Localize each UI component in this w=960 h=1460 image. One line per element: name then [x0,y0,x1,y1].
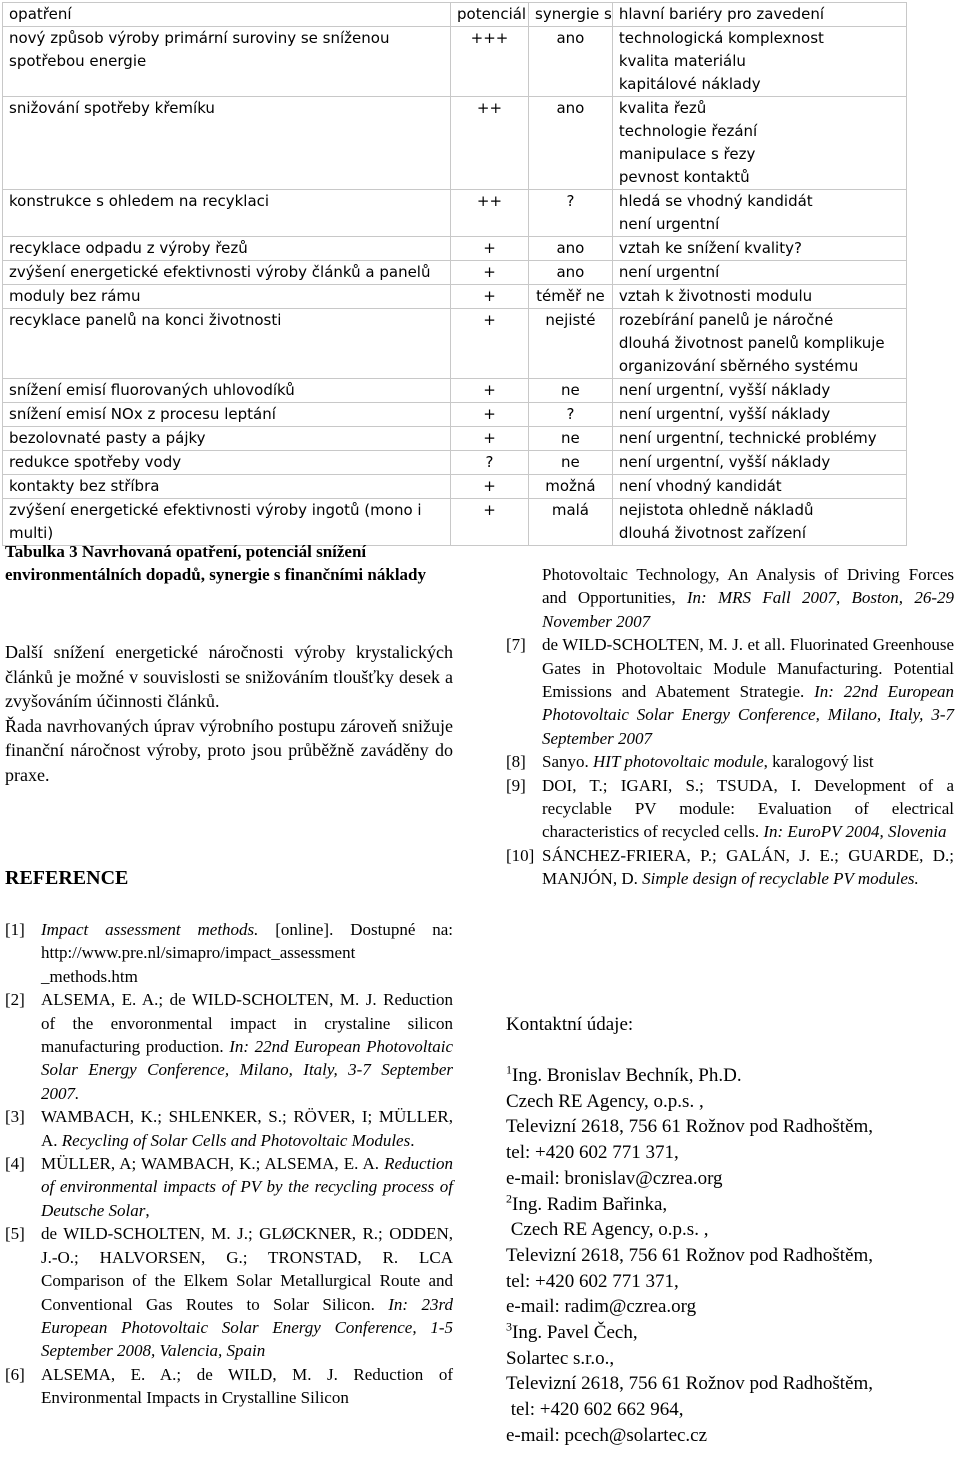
potential-cell: + [451,309,529,379]
reference-text: , [145,1200,150,1220]
header-barriers: hlavní bariéry pro zavedení [612,3,906,27]
reference-number: [4] [5,1154,25,1174]
reference-text: ALSEMA, E. A.; de WILD, M. J. Reduction of Environmental Impacts in Crystalline Silicon [41,1364,453,1408]
reference-text: Sanyo. [542,752,593,772]
synergy-cell: ? [529,403,613,427]
table-caption: Tabulka 3 Navrhovaná opatření, potenciál snížení environmentálních dopadů, synergie s finančními náklady [5,542,426,584]
measures-table [2,2,907,546]
contact-line [506,1346,956,1372]
synergy-cell: malá [529,499,613,546]
reference-text: In: 22nd European Photovoltaic Solar Energy Conference, Milano, Italy, 3-7 September 2007 [542,682,954,748]
reference-number: [3] [5,1107,25,1127]
barrier-item: není urgentní [618,263,720,281]
reference-text: de WILD-SCHOLTEN, M. J.; GLØCKNER, R.; ODDEN, J.-O.; HALVORSEN, G.; TRONSTAD, R. LCA Comparison of the Elkem Solar Metallurgical Route and Conventional Gas Routes to Solar Silicon. [41,1224,453,1314]
reference-text: SÁNCHEZ-FRIERA, P.; GALÁN, J. E.; GUARDE, D.; MANJÓN, D. [542,845,954,889]
barriers-cell [612,237,906,261]
barrier-item: hledá se vhodný kandidát [618,192,813,210]
contact-heading: Kontaktní údaje: [506,1014,634,1035]
potential-cell: + [451,379,529,403]
potential-cell: ++ [451,190,529,237]
barrier-item: není urgentní, vyšší náklady [618,381,831,399]
measure-cell: moduly bez rámu [3,285,451,309]
barrier-item: není urgentní [618,215,720,233]
contact-line [506,1397,956,1423]
contact-name [506,1320,956,1346]
contact-text: e-mail: pcech@solartec.cz [506,1424,708,1446]
reference-item [506,774,954,844]
reference-item [5,1105,453,1152]
potential-cell: + [451,237,529,261]
synergy-cell: ano [529,237,613,261]
contact-index: 2 [506,1191,512,1206]
reference-number: [7] [506,635,526,655]
contact-text: Ing. Bronislav Bechník, Ph.D. [512,1065,742,1086]
table-row [3,261,907,285]
barriers-cell [612,261,906,285]
header-synergy: synergie s [529,3,613,27]
barrier-item: kvalita materiálu [618,52,746,70]
barrier-item: vztah k životnosti modulu [618,287,813,305]
barrier-item: nejistota ohledně nákladů [618,501,814,519]
header-potential: potenciál [451,3,529,27]
measure-cell: zvýšení energetické efektivnosti výroby ingotů (mono i multi) [3,499,451,546]
reference-text: [online]. Dostupné na: http://www.pre.nl/simapro/impact_assessment _methods.htm [41,920,453,986]
measure-cell: zvýšení energetické efektivnosti výroby článků a panelů [3,261,451,285]
barriers-cell [612,475,906,499]
contact-index: 1 [506,1062,512,1077]
barrier-item: technologická komplexnost [618,29,824,47]
reference-number: [1] [5,920,25,939]
contact-text: tel: +420 602 771 371, [506,1142,679,1164]
contact-text: Televizní 2618, 756 61 Rožnov pod Radhoštěm, [506,1244,874,1266]
synergy-cell: ? [529,190,613,237]
reference-text: Photovoltaic Technology, An Analysis of Driving Forces and Opportunities, [542,565,954,608]
paragraph: Řada navrhovaných úprav výrobního postupu zároveň snižuje finanční náročnost výroby, proto jsou průběžně zaváděny do praxe. [5,715,453,785]
contact-text: Ing. Radim Bařinka, [512,1193,668,1215]
reference-item [506,633,954,750]
measure-cell: snížení emisí fluorovaných uhlovodíků [3,379,451,403]
contact-line [506,1140,956,1166]
table-row [3,403,907,427]
contact-text: Televizní 2618, 756 61 Rožnov pod Radhoštěm, [506,1116,874,1138]
synergy-cell: možná [529,475,613,499]
measure-cell: bezolovnaté pasty a pájky [3,427,451,451]
measure-cell: nový způsob výroby primární suroviny se sníženou spotřebou energie [3,27,451,97]
barriers-cell [612,379,906,403]
measure-cell: konstrukce s ohledem na recyklaci [3,190,451,237]
table-row [3,27,907,97]
header-measure: opatření [3,3,451,27]
reference-text: In: EuroPV 2004, Slovenia [763,822,947,842]
potential-cell: + [451,427,529,451]
synergy-cell: ne [529,451,613,475]
barrier-item: vztah ke snížení kvality? [618,239,802,257]
potential-cell: + [451,403,529,427]
reference-text: HIT photovoltaic module [593,752,764,772]
reference-text: , karalogový list [763,752,874,772]
barrier-item: není urgentní, vyšší náklady [618,453,831,471]
contact-text: e-mail: bronislav@czrea.org [506,1167,723,1189]
measure-cell: snížení emisí NOx z procesu leptání [3,403,451,427]
reference-text: Reduction of environmental impacts of PV by the recycling process of Deutsche Solar [41,1154,453,1220]
reference-number: [6] [5,1364,25,1384]
reference-item [5,988,453,1105]
reference-text: In: MRS Fall 2007, Boston, 26-29 November 2007 [542,588,954,631]
reference-item [5,1363,453,1410]
reference-text: In: 23rd European Photovoltaic Solar Energy Conference, 1-5 September 2008, Valencia, Spain [41,1294,453,1361]
contact-line [506,1243,956,1269]
barrier-item: není urgentní, vyšší náklady [618,405,831,423]
table-row [3,285,907,309]
contact-text: tel: +420 602 771 371, [506,1270,679,1292]
reference-item [5,1222,453,1362]
barriers-cell [612,285,906,309]
reference-text: WAMBACH, K.; SHLENKER, S.; RÖVER, I; MÜLLER, A. [41,1107,453,1150]
table-row [3,190,907,237]
reference-number: [8] [506,752,526,772]
synergy-cell: ne [529,379,613,403]
barrier-item: technologie řezání [618,122,758,140]
synergy-cell: ano [529,97,613,190]
barriers-cell [612,499,906,546]
barrier-item: rozebírání panelů je náročné [618,311,834,329]
potential-cell: + [451,475,529,499]
measure-cell: recyklace panelů na konci životnosti [3,309,451,379]
barrier-item: dlouhá životnost panelů komplikuje [618,334,885,352]
reference-list-right [506,563,954,891]
table-row [3,427,907,451]
table-row [3,237,907,261]
reference-text: MÜLLER, A; WAMBACH, K.; ALSEMA, E. A. [41,1154,385,1174]
contact-text: Czech RE Agency, o.p.s. , [506,1090,704,1112]
references-heading: REFERENCE [5,867,129,889]
reference-item [506,844,954,891]
contact-line [506,1089,956,1115]
barrier-item: není vhodný kandidát [618,477,782,495]
contact-block [506,1063,956,1449]
potential-cell: + [451,261,529,285]
barrier-item: kapitálové náklady [618,75,761,93]
potential-cell: + [451,499,529,546]
contact-text: Televizní 2618, 756 61 Rožnov pod Radhoštěm, [506,1373,874,1395]
contact-line [506,1371,956,1397]
synergy-cell: téměř ne [529,285,613,309]
reference-list-left [5,918,453,1410]
contact-index: 3 [506,1319,512,1334]
reference-text: Recycling of Solar Cells and Photovoltaic Modules [61,1130,411,1150]
contact-line [506,1269,956,1295]
barrier-item: organizování sběrného systému [618,357,859,375]
barriers-cell [612,27,906,97]
barriers-cell [612,190,906,237]
contact-text: Ing. Pavel Čech, [512,1322,638,1344]
barrier-item: není urgentní, technické problémy [618,429,877,447]
barrier-item: manipulace s řezy [618,145,756,163]
barriers-cell [612,427,906,451]
reference-text: de WILD-SCHOLTEN, M. J. et all. Fluorinated Greenhouse Gates in Photovoltaic Module Manufacturing. Potential Emissions and Abatement Strategie. [542,635,954,702]
barrier-item: dlouhá životnost zařízení [618,524,806,542]
barrier-item: kvalita řezů [618,99,707,117]
barriers-cell [612,97,906,190]
reference-item [5,1152,453,1222]
synergy-cell: ne [529,427,613,451]
measure-cell: snižování spotřeby křemíku [3,97,451,190]
table-row [3,499,907,546]
potential-cell: ++ [451,97,529,190]
contact-text: Solartec s.r.o., [506,1347,615,1369]
contact-line [506,1217,956,1243]
synergy-cell: ano [529,261,613,285]
barriers-cell [612,403,906,427]
contact-line [506,1166,956,1192]
reference-text: In: 22nd European Photovoltaic Solar Energy Conference, Milano, Italy, 3-7 September 2007. [41,1037,454,1103]
contact-line [506,1423,956,1449]
table-row [3,475,907,499]
measure-cell: recyklace odpadu z výroby řezů [3,237,451,261]
barriers-cell [612,451,906,475]
contact-name [506,1063,956,1089]
potential-cell: ? [451,451,529,475]
reference-number: [2] [5,990,25,1010]
contact-text: Czech RE Agency, o.p.s. , [506,1219,709,1241]
reference-text: . [410,1130,415,1150]
potential-cell: + [451,285,529,309]
measure-cell: redukce spotřeby vody [3,451,451,475]
synergy-cell: ano [529,27,613,97]
reference-number: [10] [506,845,535,865]
contact-line [506,1114,956,1140]
contact-name [506,1192,956,1218]
reference-number: [5] [5,1224,25,1244]
barrier-item: pevnost kontaktů [618,168,750,186]
table-row [3,97,907,190]
measure-cell: kontakty bez stříbra [3,475,451,499]
reference-text: Simple design of recyclable PV modules. [642,869,919,889]
reference-text: DOI, T.; IGARI, S.; TSUDA, I. Development of a recyclable PV module: Evaluation of electrical characteristics of recycled cells. [542,775,954,842]
table-row [3,379,907,403]
reference-text: ALSEMA, E. A.; de WILD-SCHOLTEN, M. J. Reduction of the envoronmental impact in crystaline silicon manufacturing production. [41,990,453,1057]
reference-item [506,563,954,633]
reference-item [5,918,453,988]
synergy-cell: nejisté [529,309,613,379]
table-header-row [3,3,907,27]
reference-text: Impact assessment methods. [41,920,259,939]
table-row [3,451,907,475]
contact-text: tel: +420 602 662 964, [506,1399,684,1421]
reference-number: [9] [506,775,526,795]
reference-item [506,750,954,773]
contact-text: e-mail: radim@czrea.org [506,1296,697,1318]
barriers-cell [612,309,906,379]
body-text [5,640,453,788]
paragraph: Další snížení energetické náročnosti výroby krystalických článků je možné v souvislosti se snižováním tloušťky desek a zvyšováním účinnosti článků. [5,642,453,712]
contact-line [506,1294,956,1320]
table-row [3,309,907,379]
table-body [3,27,907,546]
potential-cell: +++ [451,27,529,97]
